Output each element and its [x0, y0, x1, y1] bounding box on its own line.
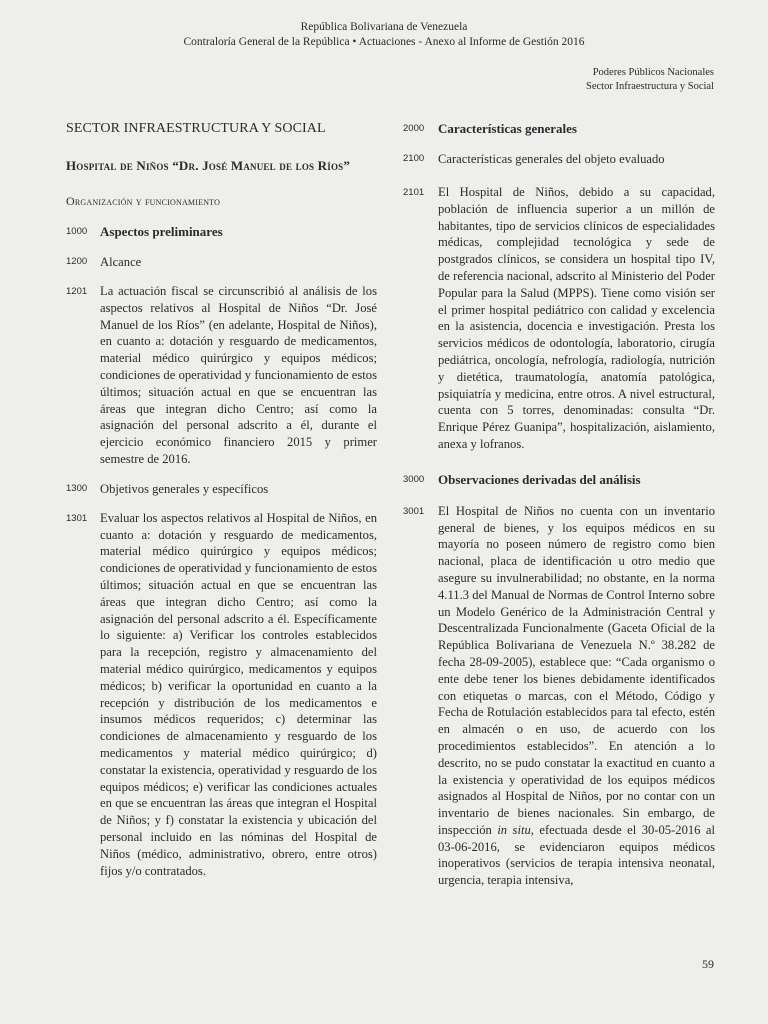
hospital-title: Hospital de Niños “Dr. José Manuel de los Ríos” — [66, 158, 351, 173]
section-heading: Aspectos preliminares — [100, 224, 223, 239]
section-number: 3000 — [403, 473, 425, 485]
section-number: 2100 — [403, 153, 425, 164]
section-number: 3001 — [403, 505, 425, 517]
section-heading: Objetivos generales y específicos — [100, 481, 269, 496]
section-2101 — [403, 184, 715, 453]
header-section-line1: Poderes Públicos Nacionales — [592, 67, 714, 78]
section-1300 — [66, 480, 377, 498]
paragraph: Evaluar los aspectos relativos al Hospital de Niños, en cuanto a: dotación y resguardo de medicamentos, material médico quirúrgico y equipos médicos; condiciones de operatividad y funcionamiento de estos últimos; situación actual en que se encuentran las áreas que integran dicho Centro; así como la asignación del personal adscrito a él. Específicamente lo siguiente: a) Verificar los controles establecidos para la recepción, registro y almacenamiento del material médico quirúrgico, medicamentos y equipos médicos; b) verificar la oportunidad en cuanto a la recepción y distribución de los medicamentos e insumos médicos requeridos; c) determinar las condiciones de almacenamiento y resguardo de los medicamentos y material médico quirúrgico; d) constatar la existencia, operatividad y resguardo de los equipos médicos; e) verificar las condiciones actuales en que se encuentran las áreas que integran el Hospital de Niños; y f) constatar la existencia y ubicación del personal incluido en las nóminas del Hospital de Niños (médico, administrativo, obrero, entre otros) fijos y/o contratados. — [100, 510, 377, 878]
section-1000 — [66, 223, 377, 241]
section-number: 1200 — [66, 256, 88, 267]
left-column — [66, 120, 377, 891]
section-heading: Características generales — [438, 121, 577, 136]
paragraph-part: , efectuada desde el 30-05-2016 al 03-06-2016, se evidenciaron equipos médicos inoperativos (servicios de terapia intensiva neonatal, urgencia, terapia intensiva, — [438, 822, 716, 888]
section-heading: Observaciones derivadas del análisis — [438, 471, 641, 487]
page-number: 59 — [702, 957, 714, 971]
section-number: 2000 — [403, 123, 425, 134]
paragraph: La actuación fiscal se circunscribió al análisis de los aspectos relativos al Hospital de Niños “Dr. José Manuel de los Ríos” (en adelante, Hospital de Niños), en cuanto a: dotación y resguardo de medicamentos, material médico quirúrgico y equipos médicos; condiciones de operatividad y funcionamiento de estos últimos; situación actual en que se encuentran las áreas que integran dicho Centro; así como la asignación del personal adscrito a él, durante el ejercicio económico financiero 2015 y primer semestre de 2016. — [100, 284, 377, 466]
section-1201 — [66, 283, 377, 468]
section-number: 1301 — [66, 512, 88, 524]
section-number: 1000 — [66, 226, 88, 237]
section-3001 — [403, 503, 715, 889]
right-column — [403, 120, 715, 901]
page-header — [0, 20, 768, 50]
header-institution: Contraloría General de la República • Actuaciones - Anexo al Informe de Gestión 2016 — [183, 36, 585, 48]
sector-title: SECTOR INFRAESTRUCTURA Y SOCIAL — [66, 121, 326, 136]
section-number: 1300 — [66, 482, 88, 494]
section-number: 1201 — [66, 286, 88, 297]
section-1301 — [66, 510, 377, 880]
header-section-line2: Sector Infraestructura y Social — [586, 81, 714, 92]
section-header — [586, 66, 714, 94]
org-title: Organización y funcionamiento — [66, 194, 221, 208]
paragraph-part: El Hospital de Niños no cuenta con un inventario general de bienes, y los equipos médicos en su mayoría no poseen número de registro como bien nacional, placa de identificación u otro medio que asegure su invulnerabilidad; no obstante, en la norma 4.11.3 del Manual de Normas de Control Interno sobre un Modelo Genérico de la Administración Central y Descentralizada Funcionalmente (Gaceta Oficial de la República Bolivariana de Venezuela N.º 38.282 de fecha 28-09-2005), establece que: “Cada organismo o ente debe tener los bienes debidamente identificados con etiquetas o marcas, con el Método, Código y Fecha de Rotulación establecidos para tal efecto, estén en almacén o en uso, de acuerdo con los procedimientos establecidos”. En atención a lo descrito, no se pudo constatar la exactitud en cuanto a la existencia y operatividad de los equipos médicos asignados al Hospital de Niños, por no contar con un inventario de bienes nacionales. Sin embargo, de inspección — [438, 503, 715, 837]
section-number: 2101 — [403, 187, 425, 198]
paragraph: El Hospital de Niños, debido a su capacidad, población de influencia superior a un millón de habitantes, tipo de servicios clínicos de especialidades médicas, complejidad tecnológica y sede de postgrados clínicos, se considera un hospital tipo IV, de referencia nacional, adscrito al Ministerio del Poder Popular para la Salud (MPPS). Tiene como visión ser el primer hospital pediátrico con calidad y excelencia en la asistencia, docencia e investigación. Presta los servicios médicos de odontología, laboratorio, cirugía pediátrica, oncología, nefrología, radiología, nutrición y dietética, traumatología, anatomía patológica, psiquiatría y medicina, entre otros. A nivel estructural, cuenta con 5 torres, denominadas: consulta “Dr. Enrique Pérez Guanipa”, hospitalización, aislamiento, anexa y lofranos. — [438, 185, 715, 451]
section-1200 — [66, 253, 377, 271]
section-2100 — [403, 150, 715, 168]
italic-term: in situ — [497, 822, 531, 837]
section-2000 — [403, 120, 715, 138]
section-3000 — [403, 471, 715, 489]
header-country: República Bolivariana de Venezuela — [300, 21, 468, 33]
paragraph — [438, 503, 715, 889]
section-heading: Alcance — [100, 255, 142, 269]
section-heading: Características generales del objeto evaluado — [438, 152, 665, 166]
